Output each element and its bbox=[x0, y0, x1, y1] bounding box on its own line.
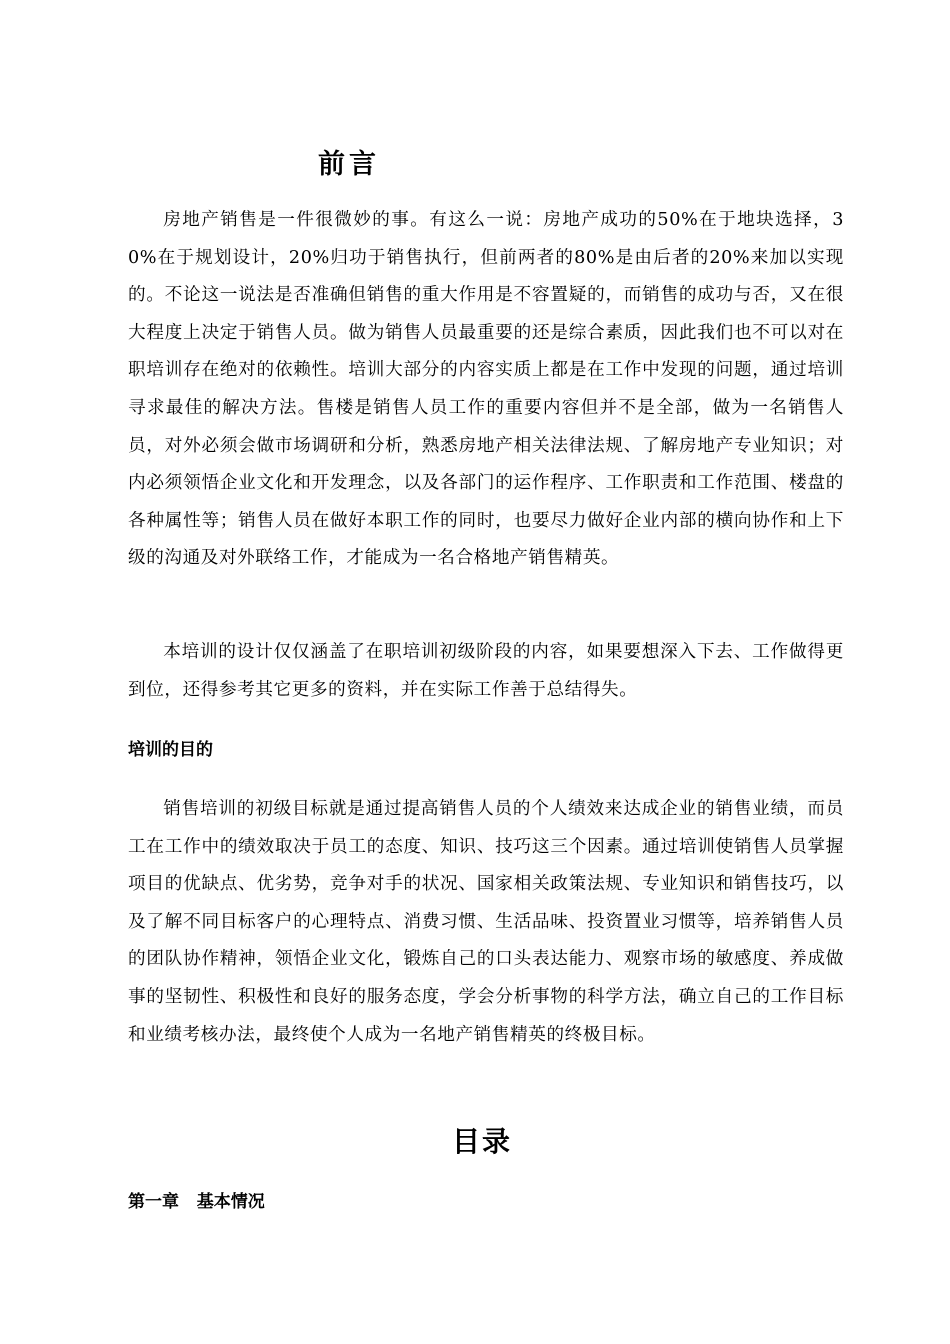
purpose-heading: 培训的目的 bbox=[128, 740, 213, 760]
purpose-paragraph: 销售培训的初级目标就是通过提高销售人员的个人绩效来达成企业的销售业绩，而员工在工作中的绩效取决于员工的态度、知识、技巧这三个因素。通过培训使销售人员掌握项目的优缺点、优劣势，竞争对手的状况、国家相关政策法规、专业知识和销售技巧，以及了解不同目标客户的心理特点、消费习惯、生活品味、投资置业习惯等，培养销售人员的团队协作精神，领悟企业文化，锻炼自己的口头表达能力、观察市场的敏感度、养成做事的坚韧性、积极性和良好的服务态度，学会分析事物的科学方法，确立自己的工作目标和业绩考核办法，最终使个人成为一名地产销售精英的终极目标。 bbox=[128, 799, 844, 1045]
preface-paragraph-2: 本培训的设计仅仅涵盖了在职培训初级阶段的内容，如果要想深入下去、工作做得更到位，还得参考其它更多的资料，并在实际工作善于总结得失。 bbox=[128, 642, 844, 700]
toc-title: 目录 bbox=[452, 1125, 513, 1158]
preface-paragraph-1: 房地产销售是一件很微妙的事。有这么一说：房地产成功的50%在于地块选择，30%在于规划设计，20%归功于销售执行，但前两者的80%是由后者的20%来加以实现的。不论这一说法是否准确但销售的重大作用是不容置疑的，而销售的成功与否，又在很大程度上决定于销售人员。做为销售人员最重要的还是综合素质，因此我们也不可以对在职培训存在绝对的依赖性。培训大部分的内容实质上都是在工作中发现的问题，通过培训寻求最佳的解决方法。售楼是销售人员工作的重要内容但并不是全部，做为一名销售人员，对外必须会做市场调研和分析，熟悉房地产相关法律法规、了解房地产专业知识；对内必须领悟企业文化和开发理念，以及各部门的运作程序、工作职责和工作范围、楼盘的各种属性等；销售人员在做好本职工作的同时，也要尽力做好企业内部的横向协作和上下级的沟通及对外联络工作，才能成为一名合格地产销售精英。 bbox=[128, 210, 844, 569]
preface-title: 前言 bbox=[318, 149, 380, 180]
toc-item-chapter-1: 第一章 基本情况 bbox=[128, 1192, 265, 1212]
